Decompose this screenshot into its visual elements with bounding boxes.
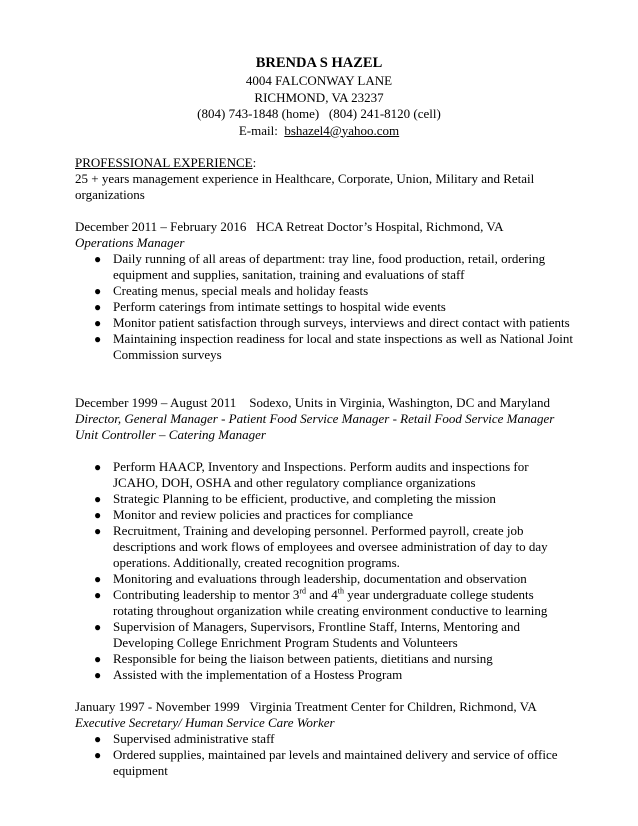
bullet-icon: ● <box>94 252 102 266</box>
bullet-icon: ● <box>94 332 102 346</box>
candidate-name: BRENDA S HAZEL <box>255 55 383 71</box>
job-employer: Virginia Treatment Center for Children, Richmond, VA <box>249 699 537 714</box>
email-line <box>0 123 638 140</box>
phone-numbers: (804) 743-1848 (home) (804) 241-8120 (cell) <box>197 106 441 121</box>
list-item <box>94 619 575 651</box>
list-item <box>94 459 575 491</box>
duty-text: Recruitment, Training and developing personnel. Performed payroll, create job descriptions and work flows of employees and oversee administration of day to day operations. Additionally, created recognition programs. <box>113 523 548 570</box>
list-item <box>94 523 575 571</box>
bullet-icon: ● <box>94 524 102 538</box>
duty-text: Maintaining inspection readiness for local and state inspections as well as National Joint Commission surveys <box>113 331 573 362</box>
job-header <box>75 395 575 411</box>
job-duties <box>75 251 575 363</box>
job-duties <box>75 731 575 779</box>
experience-summary: 25 + years management experience in Healthcare, Corporate, Union, Military and Retail organizations <box>75 171 535 202</box>
duty-text: Supervision of Managers, Supervisors, Frontline Staff, Interns, Mentoring and Developing College Enrichment Program Students and Volunteers <box>113 619 521 650</box>
duty-text: Monitor patient satisfaction through surveys, interviews and direct contact with patients <box>113 315 570 330</box>
bullet-icon: ● <box>94 300 102 314</box>
list-item <box>94 507 575 523</box>
bullet-icon: ● <box>94 284 102 298</box>
list-item <box>94 283 575 299</box>
list-item <box>94 299 575 315</box>
bullet-icon: ● <box>94 732 102 746</box>
bullet-icon: ● <box>94 620 102 634</box>
job-entry <box>75 699 575 779</box>
duty-text: Supervised administrative staff <box>113 731 275 746</box>
duty-text: Monitoring and evaluations through leadership, documentation and observation <box>113 571 527 586</box>
job-employer: HCA Retreat Doctor’s Hospital, Richmond, VA <box>256 219 504 234</box>
duty-text: Responsible for being the liaison between patients, dietitians and nursing <box>113 651 493 666</box>
list-item <box>94 747 575 779</box>
list-item <box>94 651 575 667</box>
address-line-2: RICHMOND, VA 23237 <box>254 89 384 105</box>
list-item <box>94 571 575 587</box>
list-item <box>94 731 575 747</box>
job-dates: January 1997 - November 1999 <box>75 699 240 714</box>
job-entry <box>75 395 575 683</box>
bullet-icon: ● <box>94 508 102 522</box>
job-entry <box>75 219 575 363</box>
list-item <box>94 667 575 683</box>
job-employer: Sodexo, Units in Virginia, Washington, DC and Maryland <box>249 395 551 410</box>
email-label: E-mail: <box>238 122 278 138</box>
bullet-icon: ● <box>94 316 102 330</box>
job-role: Unit Controller – Catering Manager <box>75 427 266 442</box>
bullet-icon: ● <box>94 460 102 474</box>
list-item <box>94 491 575 507</box>
job-dates: December 1999 – August 2011 <box>75 395 237 410</box>
address-line-1: 4004 FALCONWAY LANE <box>245 73 393 88</box>
duty-text: Perform HAACP, Inventory and Inspections. Perform audits and inspections for JCAHO, DOH, OSHA and other regulatory compliance organizations <box>113 459 529 490</box>
duty-text: Strategic Planning to be efficient, productive, and completing the mission <box>113 491 496 506</box>
job-header <box>75 219 575 235</box>
list-item <box>94 315 575 331</box>
email-link[interactable]: bshazel4@yahoo.com <box>284 122 400 138</box>
job-role: Director, General Manager - Patient Food Service Manager - Retail Food Service Manager <box>75 411 555 426</box>
job-header <box>75 699 575 715</box>
bullet-icon: ● <box>94 572 102 586</box>
bullet-icon: ● <box>94 748 102 762</box>
bullet-icon: ● <box>94 588 102 602</box>
section-title-suffix: : <box>252 155 257 170</box>
list-item <box>94 331 575 363</box>
list-item <box>94 586 575 619</box>
list-item <box>94 251 575 283</box>
section-heading <box>75 155 575 171</box>
duty-text: Contributing leadership to mentor 3rd and 4th year undergraduate college students rotating throughout organization while creating environment conductive to learning <box>113 586 548 618</box>
job-role: Executive Secretary/ Human Service Care Worker <box>75 715 335 730</box>
job-dates: December 2011 – February 2016 <box>75 219 247 234</box>
duty-text: Perform caterings from intimate settings to hospital wide events <box>113 299 446 314</box>
resume-header <box>0 54 638 139</box>
duty-text: Ordered supplies, maintained par levels and maintained delivery and service of office equipment <box>113 747 558 778</box>
bullet-icon: ● <box>94 652 102 666</box>
job-role: Operations Manager <box>75 235 185 250</box>
resume-body <box>75 155 575 779</box>
bullet-icon: ● <box>94 668 102 682</box>
bullet-icon: ● <box>94 492 102 506</box>
section-title: PROFESSIONAL EXPERIENCE <box>75 155 253 170</box>
duty-text: Creating menus, special meals and holiday feasts <box>113 283 369 298</box>
duty-text: Daily running of all areas of department: tray line, food production, retail, ordering equipment and supplies, sanitation, training and evaluations of staff <box>113 251 546 282</box>
duty-text: Monitor and review policies and practices for compliance <box>113 507 413 522</box>
duty-text: Assisted with the implementation of a Hostess Program <box>113 667 403 682</box>
job-duties <box>75 459 575 683</box>
